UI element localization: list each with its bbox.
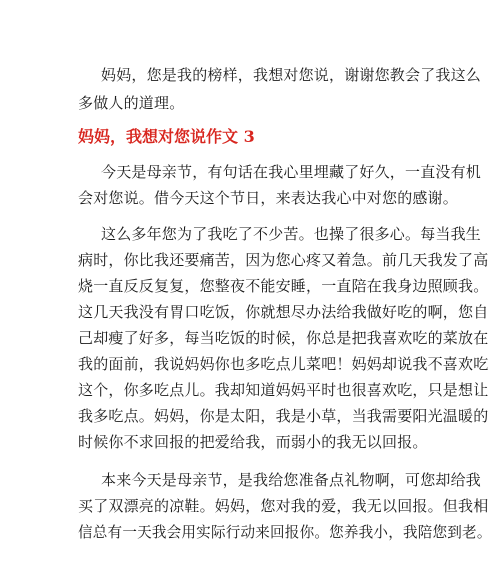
paragraph3-line-9: 时候你不求回报的把爱给我，而弱小的我无以回报。 [78,433,428,451]
paragraph3-line-1: 这么多年您为了我吃了不少苦。也操了很多心。每当我生 [101,225,482,243]
paragraph4-line-2: 买了双漂亮的凉鞋。妈妈，您对我的爱，我无以回报。但我相 [78,497,489,515]
paragraph4-line-3: 信总有一天我会用实际行动来回报你。您养我小，我陪您到老。 [78,523,492,541]
paragraph3-line-3: 烧一直反反复复，您整夜不能安睡，一直陪在我身边照顾我。 [78,277,489,295]
paragraph3-line-8: 我多吃点。妈妈，你是太阳，我是小草，当我需要阳光温暖的 [78,407,489,425]
paragraph1-line-2: 多做人的道理。 [78,94,185,112]
section-heading: 妈妈，我想对您说作文 3 [78,127,255,146]
paragraph1-line-1: 妈妈，您是我的榜样，我想对您说，谢谢您教会了我这么 [101,66,482,84]
paragraph3-line-5: 己却瘦了好多，每当吃饭的时候，你总是把我喜欢吃的菜放在 [78,329,489,347]
paragraph2-line-1: 今天是母亲节，有句话在我心里埋藏了好久，一直没有机 [101,163,482,181]
paragraph3-line-6: 我的面前，我说妈妈你也多吃点儿菜吧！妈妈却说我不喜欢吃 [78,355,489,373]
paragraph3-line-7: 这个，你多吃点儿。我却知道妈妈平时也很喜欢吃，只是想让 [78,381,489,399]
paragraph3-line-4: 这几天我没有胃口吃饭，你就想尽办法给我做好吃的啊，您自 [78,303,489,321]
paragraph2-line-2: 会对您说。借今天这个节日，来表达我心中对您的感谢。 [78,189,459,207]
paragraph4-line-1: 本来今天是母亲节，是我给您准备点礼物啊，可您却给我 [101,471,482,489]
paragraph3-line-2: 病时，你比我还要痛苦，因为您心疼又着急。前几天我发了高 [78,251,489,269]
